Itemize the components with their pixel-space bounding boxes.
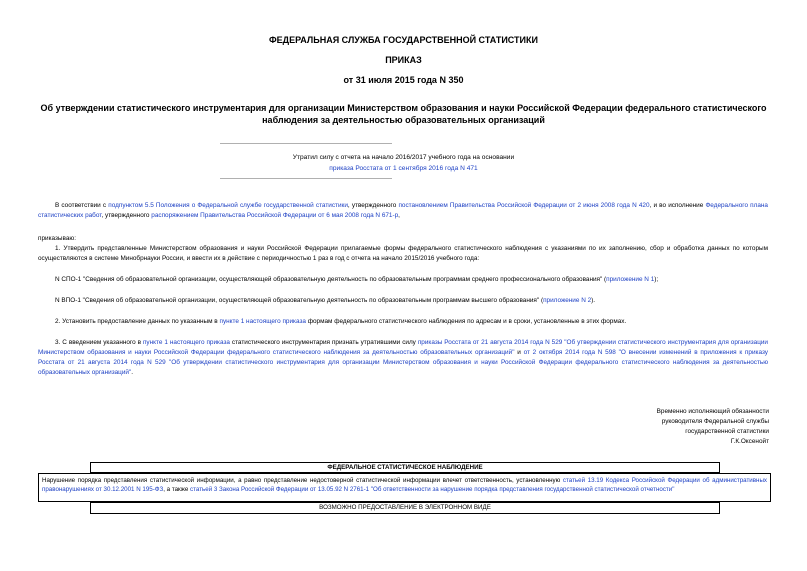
- liability-notice: [38, 473, 771, 502]
- lost-force-note: [200, 152, 607, 174]
- lost-force-text: Утратил силу с отчета на начало 2016/2017 учебного года на основании: [292, 154, 515, 161]
- government-decree-link[interactable]: постановлением Правительства Российской Федерации от 2 июня 2008 года N 420: [398, 202, 650, 209]
- item-text: и: [514, 349, 524, 356]
- form-spo-1-item: [38, 275, 768, 285]
- order-word: приказываю:: [38, 235, 76, 242]
- government-order-link[interactable]: распоряжением Правительства Российской Федерации от 6 мая 2008 года N 671-р: [151, 212, 399, 219]
- signature-line: Временно исполняющий обязанности: [656, 408, 769, 415]
- notice-text: , а также: [163, 486, 191, 493]
- rosstat-order-529-link[interactable]: приказы Росстата от 21 августа 2014 года N 529 "Об утверждении статистического инструментария для организации Министерством образования и науки Российской Федерации федерального статистического наблюдения за деятельностью образовательных организаций": [38, 339, 768, 356]
- item-text: 2. Установить предоставление данных по указанным в: [55, 318, 220, 325]
- form-text: ).: [591, 297, 596, 304]
- top-divider: [220, 143, 392, 144]
- preamble-text: В соответствии с: [55, 202, 109, 209]
- law-article-link[interactable]: статьей 3 Закона Российской Федерации от 13.05.92 N 2761-1 "Об ответственности за нарушение порядка представления государственной статистической отчетности": [190, 486, 675, 493]
- item-text: статистического инструментария признать утратившими силу: [229, 339, 418, 346]
- preamble-text: ,: [398, 212, 400, 219]
- preamble-text: , утвержденного: [347, 202, 399, 209]
- appendix-1-link[interactable]: приложение N 1: [606, 276, 655, 283]
- signature-block: [549, 407, 769, 447]
- point-1-link[interactable]: пункте 1 настоящего приказа: [142, 339, 230, 346]
- item-text: 3. С введением указанного в: [55, 339, 143, 346]
- form-text: N СПО-1 "Сведения об образовательной организации, осуществляющей образовательную деятельность по образовательным программам среднего профессионального образования" (: [55, 276, 607, 283]
- item-text: формам федерального статистического наблюдения по адресам и в сроки, установленные в этих формах.: [305, 318, 627, 325]
- rosstat-order-598-link[interactable]: от 2 октября 2014 года N 598 "О внесении изменений в приложения к приказу Росстата от 21 августа 2014 года N 529 "Об утверждении статистического инструментария для организации Министерством образования и науки Российской Федерации федерального статистического наблюдения за деятельностью образовательных организаций": [38, 349, 768, 376]
- signature-line: государственной статистики: [685, 428, 769, 435]
- preamble-text: , и во исполнение: [649, 202, 706, 209]
- bottom-divider: [220, 178, 392, 179]
- item-2-paragraph: [38, 317, 768, 327]
- form-text: N ВПО-1 "Сведения об образовательной организации, осуществляющей образовательную деятельность по образовательным программам высшего образования" (: [55, 297, 544, 304]
- agency-name: ФЕДЕРАЛЬНАЯ СЛУЖБА ГОСУДАРСТВЕННОЙ СТАТИСТИКИ: [269, 35, 538, 45]
- item-1-paragraph: 1. Утвердить представленные Министерством образования и науки Российской Федерации прилагаемые формы федерального статистического наблюдения с указаниями по их заполнению, сбор и обработка данных по которым осуществляются в системе Минобрнауки России, и ввести их в действие с периодичностью 1 раз в год с отчета на начало 2015/2016 учебного года:: [38, 245, 768, 262]
- document-date: от 31 июля 2015 года N 350: [343, 75, 464, 85]
- signatory-name: Г.К.Оксенойт: [730, 438, 769, 445]
- item-text: .: [131, 369, 134, 376]
- electronic-submission-notice: ВОЗМОЖНО ПРЕДОСТАВЛЕНИЕ В ЭЛЕКТРОННОМ ВИДЕ: [90, 502, 720, 514]
- appendix-2-link[interactable]: приложение N 2: [543, 297, 592, 304]
- notice-text: Нарушение порядка представления статистической информации, а равно представление недостоверной статистической информации влечет ответственность, установленную: [42, 477, 563, 484]
- form-text: );: [654, 276, 659, 283]
- federal-observation-header: ФЕДЕРАЛЬНОЕ СТАТИСТИЧЕСКОЕ НАБЛЮДЕНИЕ: [90, 462, 720, 473]
- statistical-plan-link[interactable]: Федерального плана статистических работ: [38, 202, 768, 219]
- preamble-text: , утвержденного: [101, 212, 152, 219]
- preamble-paragraph: [38, 201, 768, 221]
- lost-force-link[interactable]: приказа Росстата от 1 сентября 2016 года N 471: [329, 165, 478, 172]
- document-title: Об утверждении статистического инструментария для организации Министерством образования и науки Российской Федерации федерального статистического наблюдения за деятельностью образовательных организаций: [40, 103, 767, 125]
- regulation-link[interactable]: подпунктом 5.5 Положения о Федеральной службе государственной статистики: [108, 202, 348, 209]
- document-type: ПРИКАЗ: [385, 55, 422, 65]
- koap-article-link[interactable]: статьей 13.19 Кодекса Российской Федерации об административных правонарушениях от 30.12.2001 N 195-ФЗ: [42, 477, 767, 493]
- point-1-link[interactable]: пункте 1 настоящего приказа: [219, 318, 306, 325]
- signature-line: руководителя Федеральной службы: [661, 418, 769, 425]
- item-3-paragraph: [38, 338, 768, 378]
- form-vpo-1-item: [38, 296, 768, 306]
